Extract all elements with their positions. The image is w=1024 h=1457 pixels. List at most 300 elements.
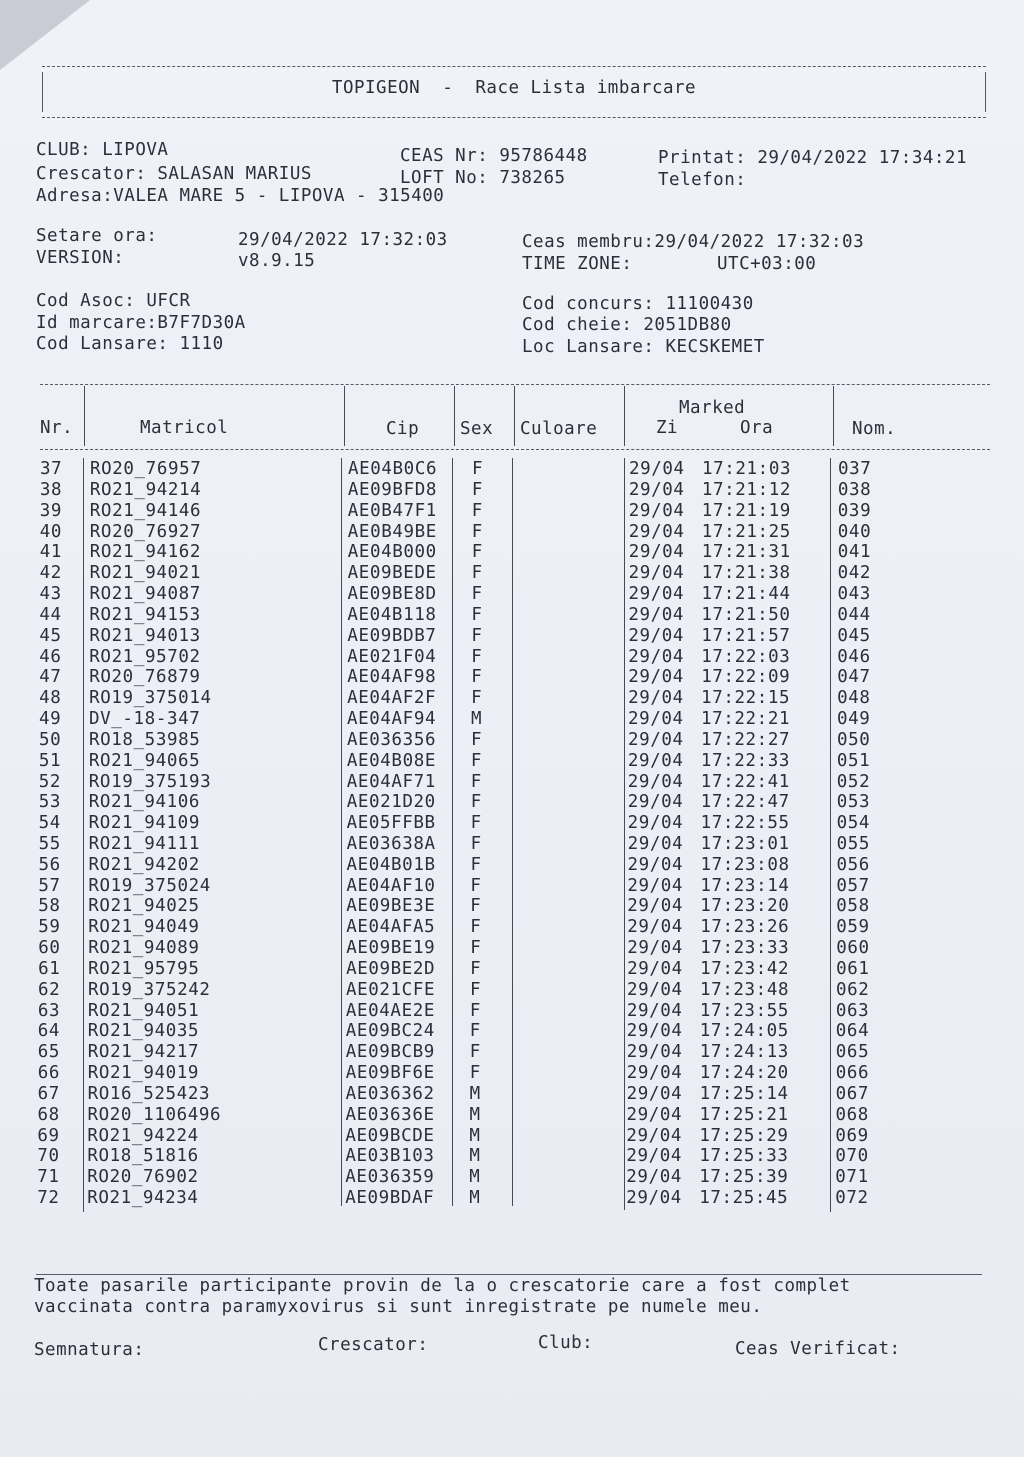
cell-matricol: RO21_94035 bbox=[87, 1021, 200, 1042]
cell-nom: 056 bbox=[836, 854, 870, 875]
col-header-nr: Nr. bbox=[40, 418, 74, 438]
cell-zi: 29/04 bbox=[626, 1083, 683, 1104]
table-row bbox=[30, 522, 990, 543]
cell-cip: AE09BDAF bbox=[345, 1188, 435, 1208]
cell-cip: AE036356 bbox=[347, 729, 437, 750]
cell-cip: AE0B49BE bbox=[347, 521, 437, 542]
rule-matricol-header bbox=[344, 386, 345, 446]
table-row bbox=[30, 605, 990, 626]
cell-matricol: RO19_375193 bbox=[88, 771, 212, 792]
cell-ora: 17:23:14 bbox=[700, 875, 790, 896]
cell-matricol: RO21_94146 bbox=[89, 500, 202, 521]
cell-ora: 17:21:57 bbox=[701, 625, 791, 646]
table-row bbox=[30, 1126, 990, 1147]
cell-ora: 17:24:05 bbox=[699, 1021, 789, 1042]
cell-nr: 69 bbox=[37, 1125, 60, 1146]
crescator-signature-label: Crescator: bbox=[318, 1335, 429, 1355]
cell-zi: 29/04 bbox=[628, 709, 684, 729]
club-line: CLUB: LIPOVA bbox=[36, 140, 169, 160]
cell-cip: AE036362 bbox=[345, 1083, 435, 1104]
cell-matricol: RO21_94089 bbox=[88, 938, 200, 959]
table-row bbox=[30, 647, 990, 668]
cell-nom: 055 bbox=[836, 833, 871, 854]
cell-sex: F bbox=[471, 625, 483, 646]
cell-ora: 17:25:39 bbox=[699, 1167, 789, 1188]
table-row bbox=[30, 1084, 990, 1105]
cell-nom: 070 bbox=[835, 1146, 869, 1167]
table-row bbox=[30, 542, 990, 563]
table-row bbox=[30, 834, 990, 855]
cell-zi: 29/04 bbox=[626, 1167, 682, 1188]
cell-sex: M bbox=[469, 1146, 481, 1167]
cell-zi: 29/04 bbox=[628, 625, 685, 646]
cell-ora: 17:21:31 bbox=[701, 542, 791, 563]
cell-ora: 17:24:13 bbox=[699, 1042, 789, 1063]
cell-matricol: RO21_94013 bbox=[89, 625, 201, 646]
setare-ora-label: Setare ora: bbox=[36, 226, 158, 246]
paper-corner bbox=[0, 0, 90, 70]
cell-zi: 29/04 bbox=[628, 500, 685, 521]
cell-nr: 70 bbox=[37, 1146, 60, 1167]
cell-cip: AE09BE19 bbox=[346, 938, 436, 959]
col-header-culoare: Culoare bbox=[520, 419, 598, 439]
cell-nom: 066 bbox=[835, 1063, 870, 1084]
cell-nr: 39 bbox=[39, 500, 63, 521]
cell-ora: 17:22:41 bbox=[700, 771, 790, 792]
cell-zi: 29/04 bbox=[628, 688, 684, 709]
cell-sex: F bbox=[470, 958, 482, 979]
cell-cip: AE09BE8D bbox=[347, 584, 437, 604]
cell-nom: 065 bbox=[835, 1042, 870, 1063]
cell-zi: 29/04 bbox=[627, 896, 683, 917]
cell-ora: 17:25:33 bbox=[699, 1146, 789, 1167]
cod-cheie-line: Cod cheie: 2051DB80 bbox=[522, 315, 732, 335]
cell-nom: 052 bbox=[836, 771, 871, 792]
telefon-line: Telefon: bbox=[658, 170, 747, 190]
cell-matricol: RO21_94153 bbox=[89, 604, 201, 625]
footer-rule bbox=[36, 1274, 982, 1275]
cell-nr: 49 bbox=[39, 709, 62, 729]
table-row bbox=[30, 938, 990, 959]
cell-nom: 063 bbox=[835, 1000, 870, 1021]
cell-sex: F bbox=[471, 729, 483, 750]
cell-matricol: RO21_95702 bbox=[89, 646, 201, 667]
cell-cip: AE09BE3E bbox=[346, 896, 436, 917]
table-row bbox=[30, 855, 990, 876]
cell-zi: 29/04 bbox=[626, 1063, 683, 1084]
cell-matricol: RO21_94021 bbox=[89, 563, 201, 584]
cell-nr: 37 bbox=[40, 459, 63, 479]
cell-sex: M bbox=[471, 709, 483, 729]
cell-nom: 067 bbox=[835, 1083, 870, 1104]
cell-nr: 58 bbox=[38, 896, 61, 917]
cell-ora: 17:23:42 bbox=[700, 958, 790, 979]
cell-nom: 060 bbox=[836, 938, 870, 959]
table-row bbox=[30, 896, 990, 917]
cell-sex: M bbox=[469, 1125, 481, 1146]
cod-lansare-line: Cod Lansare: 1110 bbox=[36, 334, 224, 354]
cell-sex: F bbox=[470, 792, 482, 813]
cell-matricol: RO20_1106496 bbox=[87, 1104, 222, 1125]
cell-nr: 51 bbox=[38, 750, 62, 771]
cell-matricol: RO19_375024 bbox=[88, 875, 211, 896]
rule-marked-header bbox=[833, 386, 834, 446]
statement-line-1: Toate pasarile participante provin de la o crescatorie care a fost complet bbox=[34, 1276, 851, 1296]
cell-nom: 057 bbox=[836, 875, 870, 896]
cell-nr: 57 bbox=[38, 875, 61, 896]
cell-ora: 17:22:15 bbox=[701, 688, 791, 709]
cell-cip: AE04AF2F bbox=[347, 688, 437, 709]
cell-nr: 55 bbox=[38, 833, 61, 854]
cell-nr: 68 bbox=[37, 1104, 60, 1125]
cell-matricol: RO21_94025 bbox=[88, 896, 200, 917]
cell-sex: F bbox=[470, 813, 482, 834]
cell-sex: F bbox=[470, 833, 482, 854]
cell-nom: 040 bbox=[837, 521, 872, 542]
title-top-rule bbox=[42, 66, 986, 67]
cell-cip: AE05FFBB bbox=[346, 813, 436, 834]
cell-ora: 17:21:03 bbox=[702, 459, 792, 479]
table-row bbox=[30, 1167, 990, 1188]
cell-zi: 29/04 bbox=[627, 938, 683, 959]
cell-nom: 041 bbox=[837, 542, 872, 563]
cell-nom: 045 bbox=[837, 625, 871, 646]
cell-ora: 17:25:14 bbox=[699, 1083, 789, 1104]
cell-nom: 042 bbox=[837, 563, 872, 584]
cell-zi: 29/04 bbox=[628, 584, 685, 604]
cell-nr: 42 bbox=[39, 563, 62, 584]
cell-zi: 29/04 bbox=[626, 1104, 683, 1125]
cell-matricol: RO21_94065 bbox=[88, 750, 201, 771]
cell-nr: 50 bbox=[39, 729, 62, 750]
cell-ora: 17:21:19 bbox=[701, 500, 791, 521]
cell-nom: 049 bbox=[837, 709, 871, 729]
col-header-nom: Nom. bbox=[852, 419, 897, 439]
cell-sex: F bbox=[471, 500, 483, 521]
table-row bbox=[30, 959, 990, 980]
cell-cip: AE09BE2D bbox=[346, 958, 436, 979]
loft-no-line: LOFT No: 738265 bbox=[400, 168, 566, 188]
cell-nom: 068 bbox=[835, 1104, 869, 1125]
cell-nr: 48 bbox=[39, 688, 62, 709]
cell-ora: 17:22:55 bbox=[700, 813, 790, 834]
cell-sex: F bbox=[471, 584, 483, 604]
table-row bbox=[30, 1063, 990, 1084]
cell-ora: 17:25:45 bbox=[699, 1188, 789, 1208]
cell-matricol: RO21_94109 bbox=[88, 813, 200, 834]
cell-cip: AE09BC24 bbox=[345, 1021, 435, 1042]
cell-nom: 058 bbox=[836, 896, 870, 917]
cell-nom: 059 bbox=[836, 917, 870, 938]
cell-matricol: RO21_95795 bbox=[88, 958, 200, 979]
cell-cip: AE04B01B bbox=[346, 854, 436, 875]
table-row bbox=[30, 917, 990, 938]
cell-nr: 46 bbox=[39, 646, 62, 667]
cell-nom: 048 bbox=[837, 688, 871, 709]
cell-ora: 17:21:44 bbox=[701, 584, 791, 604]
cell-nr: 61 bbox=[38, 958, 61, 979]
cell-nom: 037 bbox=[838, 459, 872, 479]
cell-cip: AE09BCDE bbox=[345, 1125, 435, 1146]
table-row bbox=[30, 772, 990, 793]
title-box bbox=[42, 66, 986, 118]
cell-matricol: RO20_76927 bbox=[89, 521, 202, 542]
cell-ora: 17:22:27 bbox=[701, 729, 791, 750]
table-row bbox=[30, 980, 990, 1001]
cell-matricol: RO18_53985 bbox=[89, 729, 201, 750]
table-row bbox=[30, 730, 990, 751]
cell-zi: 29/04 bbox=[626, 1188, 682, 1208]
table-row bbox=[30, 1105, 990, 1126]
cell-matricol: RO21_94162 bbox=[89, 542, 202, 563]
cell-nr: 56 bbox=[38, 854, 61, 875]
cell-nom: 046 bbox=[837, 646, 871, 667]
cell-ora: 17:23:55 bbox=[699, 1000, 789, 1021]
cell-nr: 47 bbox=[39, 667, 62, 688]
cell-nom: 062 bbox=[836, 979, 870, 1000]
cell-sex: F bbox=[471, 604, 483, 625]
cell-sex: F bbox=[469, 1042, 481, 1063]
table-row bbox=[30, 584, 990, 605]
id-marcare-line: Id marcare:B7F7D30A bbox=[36, 313, 246, 333]
cell-ora: 17:21:25 bbox=[701, 521, 791, 542]
cell-zi: 29/04 bbox=[627, 771, 684, 792]
cell-nom: 044 bbox=[837, 604, 871, 625]
adresa-line: Adresa:VALEA MARE 5 - LIPOVA - 315400 bbox=[36, 186, 445, 206]
cod-concurs-line: Cod concurs: 11100430 bbox=[522, 294, 754, 314]
cell-ora: 17:22:03 bbox=[701, 646, 791, 667]
cell-ora: 17:22:21 bbox=[701, 709, 791, 729]
cell-matricol: RO21_94111 bbox=[88, 833, 200, 854]
cell-cip: AE04AF10 bbox=[346, 875, 436, 896]
cell-matricol: DV_-18-347 bbox=[89, 709, 201, 729]
cell-cip: AE021CFE bbox=[346, 979, 436, 1000]
cell-nr: 54 bbox=[38, 813, 61, 834]
version-label: VERSION: bbox=[36, 248, 125, 268]
cell-nom: 072 bbox=[835, 1188, 869, 1208]
cell-ora: 17:23:33 bbox=[700, 938, 790, 959]
cell-zi: 29/04 bbox=[628, 646, 684, 667]
cell-zi: 29/04 bbox=[629, 459, 685, 479]
cell-sex: M bbox=[469, 1167, 481, 1188]
cell-ora: 17:23:08 bbox=[700, 854, 790, 875]
cell-sex: F bbox=[469, 1000, 482, 1021]
rule-cip-header bbox=[454, 386, 455, 446]
ceas-nr-line: CEAS Nr: 95786448 bbox=[400, 146, 588, 166]
cell-sex: F bbox=[471, 479, 484, 500]
cell-zi: 29/04 bbox=[628, 521, 685, 542]
cell-nr: 65 bbox=[37, 1042, 61, 1063]
cell-nr: 52 bbox=[38, 771, 62, 792]
col-header-ora: Ora bbox=[740, 418, 774, 438]
semnatura-label: Semnatura: bbox=[34, 1340, 145, 1360]
cell-nr: 63 bbox=[37, 1000, 61, 1021]
cell-ora: 17:22:47 bbox=[700, 792, 790, 813]
cell-zi: 29/04 bbox=[626, 1000, 683, 1021]
cell-matricol: RO21_94049 bbox=[88, 917, 200, 938]
cell-ora: 17:21:38 bbox=[701, 563, 791, 584]
cell-sex: M bbox=[469, 1104, 481, 1125]
cell-zi: 29/04 bbox=[627, 792, 684, 813]
cell-cip: AE04AF98 bbox=[347, 667, 437, 688]
cell-zi: 29/04 bbox=[628, 542, 685, 563]
table-row bbox=[30, 709, 990, 730]
cell-ora: 17:25:29 bbox=[699, 1125, 789, 1146]
setare-ora-value: 29/04/2022 17:32:03 bbox=[238, 230, 448, 250]
cell-zi: 29/04 bbox=[627, 979, 683, 1000]
cell-matricol: RO20_76879 bbox=[89, 667, 201, 688]
cell-sex: F bbox=[471, 667, 483, 688]
cell-cip: AE09BDB7 bbox=[347, 625, 437, 646]
rule-sex-header bbox=[514, 386, 515, 446]
cell-nr: 64 bbox=[37, 1021, 61, 1042]
cell-matricol: RO21_94224 bbox=[87, 1125, 199, 1146]
col-header-zi: Zi bbox=[656, 418, 679, 438]
cell-matricol: RO21_94019 bbox=[87, 1063, 200, 1084]
table-row bbox=[30, 813, 990, 834]
cell-sex: F bbox=[470, 938, 482, 959]
cell-zi: 29/04 bbox=[628, 563, 685, 584]
cell-cip: AE04AFA5 bbox=[346, 917, 436, 938]
cell-nom: 039 bbox=[837, 500, 872, 521]
table-row bbox=[30, 1188, 990, 1209]
cell-ora: 17:22:09 bbox=[701, 667, 791, 688]
crescator-line: Crescator: SALASAN MARIUS bbox=[36, 164, 312, 184]
cell-sex: F bbox=[470, 979, 482, 1000]
table-row bbox=[30, 876, 990, 897]
cell-nr: 66 bbox=[37, 1063, 60, 1084]
cell-sex: F bbox=[471, 688, 483, 709]
cell-sex: F bbox=[471, 563, 483, 584]
cell-nr: 67 bbox=[37, 1083, 60, 1104]
table-row bbox=[30, 459, 990, 480]
cell-matricol: RO21_94202 bbox=[88, 854, 200, 875]
time-zone-label: TIME ZONE: bbox=[522, 254, 633, 274]
cell-zi: 29/04 bbox=[628, 729, 684, 750]
cell-nr: 72 bbox=[37, 1188, 60, 1208]
cell-ora: 17:25:21 bbox=[699, 1104, 789, 1125]
table-row bbox=[30, 626, 990, 647]
table-row bbox=[30, 563, 990, 584]
title-bottom-rule bbox=[42, 117, 986, 118]
cell-sex: F bbox=[472, 459, 484, 479]
table-row bbox=[30, 501, 990, 522]
cell-zi: 29/04 bbox=[626, 1021, 683, 1042]
cell-nr: 59 bbox=[38, 917, 61, 938]
cell-ora: 17:24:20 bbox=[699, 1063, 789, 1084]
table-row bbox=[30, 1042, 990, 1063]
cell-zi: 29/04 bbox=[627, 875, 684, 896]
cell-nr: 62 bbox=[38, 979, 61, 1000]
cell-sex: F bbox=[471, 521, 483, 542]
rule-culoare-header bbox=[624, 386, 625, 446]
cell-cip: AE04B0C6 bbox=[348, 459, 438, 479]
cell-nom: 064 bbox=[835, 1021, 870, 1042]
cell-nr: 60 bbox=[38, 938, 61, 959]
cell-cip: AE03638A bbox=[346, 833, 436, 854]
col-header-cip: Cip bbox=[386, 419, 420, 439]
cell-sex: F bbox=[469, 1021, 481, 1042]
cell-cip: AE03636E bbox=[345, 1104, 435, 1125]
cell-cip: AE021F04 bbox=[347, 646, 437, 667]
cell-ora: 17:23:48 bbox=[700, 979, 790, 1000]
cell-nr: 43 bbox=[39, 584, 62, 604]
col-header-marked: Marked bbox=[679, 398, 746, 418]
rule-nr-header bbox=[84, 386, 85, 446]
cell-matricol: RO21_94234 bbox=[87, 1188, 199, 1208]
cell-zi: 29/04 bbox=[628, 479, 685, 500]
cell-nr: 44 bbox=[39, 604, 62, 625]
cell-cip: AE021D20 bbox=[346, 792, 436, 813]
cell-zi: 29/04 bbox=[627, 917, 683, 938]
cell-zi: 29/04 bbox=[626, 1042, 683, 1063]
cell-ora: 17:23:20 bbox=[700, 896, 790, 917]
cell-cip: AE09BCB9 bbox=[345, 1042, 435, 1063]
cell-cip: AE04B000 bbox=[347, 542, 437, 563]
loc-lansare-line: Loc Lansare: KECSKEMET bbox=[522, 337, 765, 357]
cell-cip: AE036359 bbox=[345, 1167, 435, 1188]
cell-cip: AE09BFD8 bbox=[347, 479, 437, 500]
cell-cip: AE04AF94 bbox=[347, 709, 437, 729]
ceas-verificat-label: Ceas Verificat: bbox=[735, 1339, 901, 1359]
cell-zi: 29/04 bbox=[627, 833, 684, 854]
cell-matricol: RO20_76902 bbox=[87, 1167, 199, 1188]
cell-sex: F bbox=[470, 771, 482, 792]
cell-nom: 051 bbox=[836, 750, 871, 771]
cell-cip: AE09BF6E bbox=[345, 1063, 435, 1084]
table-header-top-rule bbox=[40, 384, 990, 385]
cell-nom: 043 bbox=[837, 584, 871, 604]
cell-sex: M bbox=[469, 1188, 481, 1208]
cell-ora: 17:21:50 bbox=[701, 604, 791, 625]
cell-zi: 29/04 bbox=[628, 604, 685, 625]
cell-nr: 45 bbox=[39, 625, 62, 646]
cell-nr: 41 bbox=[39, 542, 62, 563]
cell-sex: F bbox=[470, 875, 482, 896]
time-zone-value: UTC+03:00 bbox=[717, 254, 817, 274]
cell-zi: 29/04 bbox=[627, 750, 684, 771]
club-signature-label: Club: bbox=[538, 1333, 594, 1353]
cell-sex: F bbox=[469, 1063, 481, 1084]
cell-sex: F bbox=[470, 917, 482, 938]
ceas-membru-line: Ceas membru:29/04/2022 17:32:03 bbox=[522, 232, 865, 252]
table-row bbox=[30, 1146, 990, 1167]
cod-asoc-line: Cod Asoc: UFCR bbox=[36, 291, 191, 311]
cell-cip: AE04B118 bbox=[347, 604, 437, 625]
cell-zi: 29/04 bbox=[628, 667, 684, 688]
cell-ora: 17:22:33 bbox=[700, 750, 790, 771]
table-row bbox=[30, 667, 990, 688]
cell-ora: 17:21:12 bbox=[701, 479, 791, 500]
cell-matricol: RO21_94214 bbox=[89, 479, 202, 500]
cell-nom: 053 bbox=[836, 792, 871, 813]
cell-cip: AE03B103 bbox=[345, 1146, 435, 1167]
col-header-sex: Sex bbox=[460, 419, 494, 439]
cell-zi: 29/04 bbox=[626, 1125, 683, 1146]
cell-matricol: RO16_525423 bbox=[87, 1083, 211, 1104]
cell-nr: 40 bbox=[39, 521, 63, 542]
cell-sex: F bbox=[471, 646, 483, 667]
col-header-matricol: Matricol bbox=[140, 418, 229, 438]
cell-nr: 71 bbox=[37, 1167, 60, 1188]
cell-cip: AE04AF71 bbox=[346, 771, 436, 792]
cell-ora: 17:23:26 bbox=[700, 917, 790, 938]
cell-matricol: RO19_375242 bbox=[88, 979, 211, 1000]
cell-nom: 061 bbox=[836, 958, 870, 979]
cell-cip: AE04B08E bbox=[346, 750, 436, 771]
cell-zi: 29/04 bbox=[626, 1146, 683, 1167]
cell-matricol: RO21_94051 bbox=[87, 1000, 200, 1021]
